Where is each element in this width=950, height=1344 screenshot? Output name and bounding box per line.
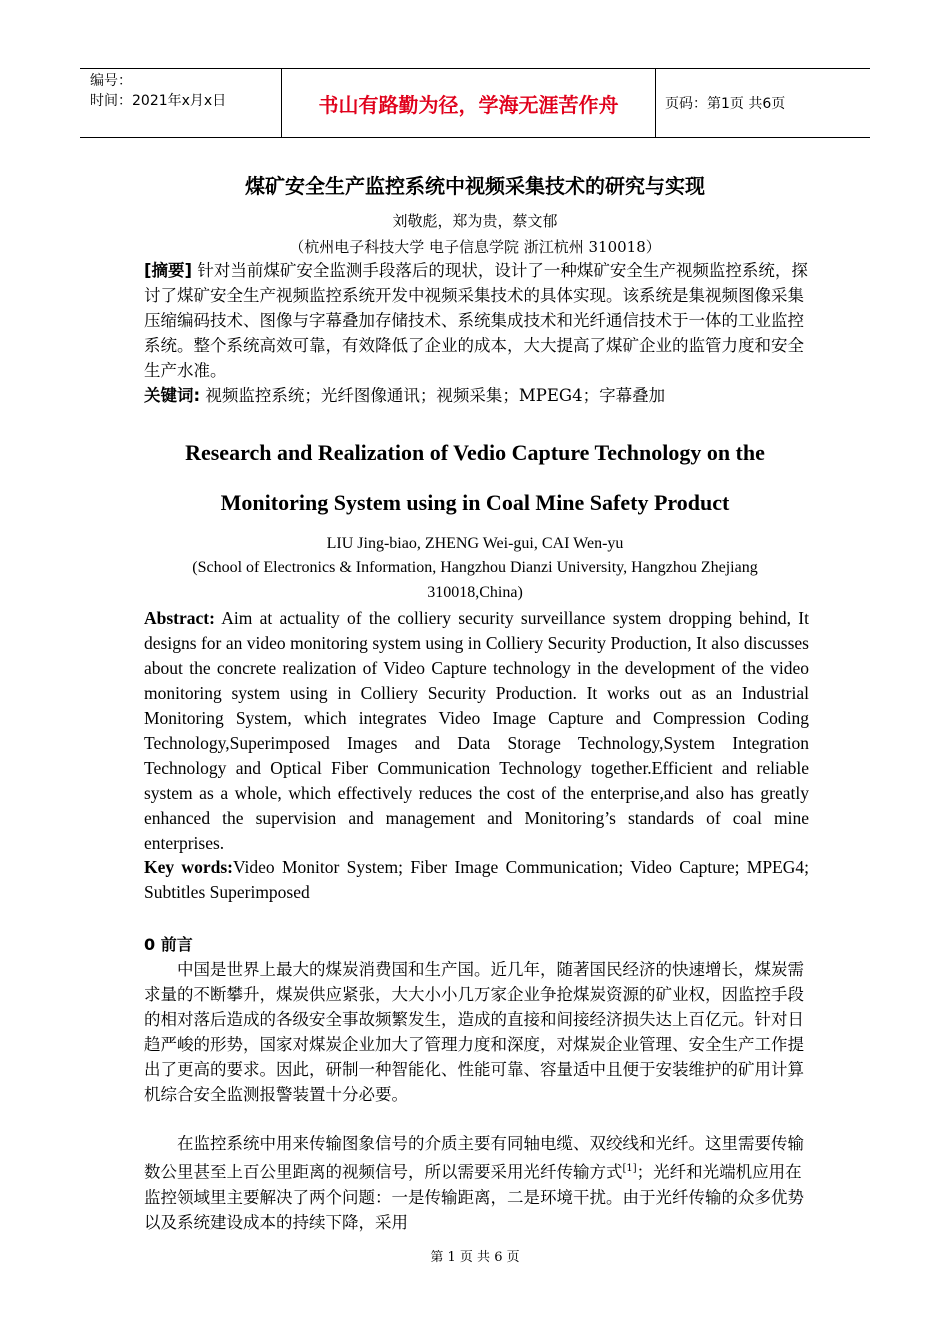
header-motto: 书山有路勤为径，学海无涯苦作舟: [282, 69, 656, 137]
header-number-label: 编号：: [90, 73, 132, 89]
authors-cn: 刘敬彪，郑为贵，蔡文郁: [392, 212, 558, 230]
paragraph-2-text-b: ；光纤和光端机应用在监控领域里主要解决了两个问题：一是传输距离，二是环境干扰。由于光纤传输的众多优势以及系统建设成本的持续下降，采用: [144, 1162, 804, 1232]
abstract-en: [144, 606, 809, 856]
keywords-en: [144, 855, 809, 905]
paper-title-en-line2: Monitoring System using in Coal Mine Safety Product: [220, 490, 730, 515]
paragraph-2-text-a: 在监控系统中用来传输图象信号的介质主要有同轴电缆、双绞线和光纤。这里需要传输数公里甚至上百公里距离的视频信号，所以需要采用光纤传输方式: [144, 1134, 804, 1182]
affiliation-en-line1: (School of Electronics & Information, Hangzhou Dianzi University, Hangzhou Zhejiang: [192, 559, 758, 576]
citation-ref[interactable]: [1]: [622, 1163, 637, 1174]
keywords-text-en: Video Monitor System; Fiber Image Communication; Video Capture; MPEG4; Subtitles Superimposed: [144, 857, 809, 902]
paper-title-cn: 煤矿安全生产监控系统中视频采集技术的研究与实现: [245, 174, 705, 198]
paper-title-en-line1: Research and Realization of Vedio Capture Technology on the: [185, 440, 765, 465]
keywords-text-cn: 视频监控系统；光纤图像通讯；视频采集；MPEG4；字幕叠加: [205, 386, 666, 405]
header-meta: [80, 69, 282, 137]
page-footer: 第 1 页 共 6 页: [430, 1250, 520, 1265]
header-time-label: 时间：2021年x月x日: [90, 93, 227, 109]
abstract-text-en: Aim at actuality of the colliery security surveillance system dropping behind, It designs for an video monitoring system using in Colliery Security Production, It also discusses about the concrete realization of Video Capture technology in the development of the video monitoring system using in Colliery Security Production. It works out as an Industrial Monitoring System, which integrates Video Image Capture and Compression Coding Technology,Superimposed Images and Data Storage Technology,System Integration Technology and Optical Fiber Communication Technology together.Efficient and reliable system as a whole, which effectively reduces the cost of the enterprise,and also has greatly enhanced the supervision and management and Monitoring’s standards of coal mine enterprises.: [144, 608, 809, 853]
abstract-label-cn: [摘要]: [144, 261, 193, 280]
header-page-info: 页码：第1页 共6页: [665, 96, 786, 112]
abstract-text-cn: 针对当前煤矿安全监测手段落后的现状，设计了一种煤矿安全生产视频监控系统，探讨了煤矿安全生产视频监控系统开发中视频采集技术的具体实现。该系统是集视频图像采集压缩编码技术、图像与字幕叠加存储技术、系统集成技术和光纤通信技术于一体的工业监控系统。整个系统高效可靠，有效降低了企业的成本，大大提高了煤矿企业的监管力度和安全生产水准。: [144, 261, 808, 380]
abstract-label-en: Abstract:: [144, 608, 215, 628]
section-0-paragraph-1: 中国是世界上最大的煤炭消费国和生产国。近几年，随著国民经济的快速增长，煤炭需求量的不断攀升，煤炭供应紧张，大大小小几万家企业争抢煤炭资源的矿业权，因监控手段的相对落后造成的各级安全事故频繁发生，造成的直接和间接经济损失达上百亿元。针对日趋严峻的形势，国家对煤炭企业加大了管理力度和深度，对煤炭企业管理、安全生产工作提出了更高的要求。因此，研制一种智能化、性能可靠、容量适中且便于安装维护的矿用计算机综合安全监测报警装置十分必要。: [144, 960, 804, 1104]
authors-en: LIU Jing-biao, ZHENG Wei-gui, CAI Wen-yu: [326, 535, 624, 552]
keywords-label-en: Key words:: [144, 857, 233, 877]
section-0-paragraph-2: [144, 1131, 809, 1235]
affiliation-cn: （杭州电子科技大学 电子信息学院 浙江杭州 310018）: [289, 238, 661, 256]
keywords-label-cn: 关键词:: [144, 386, 201, 405]
abstract-cn: [144, 258, 809, 383]
section-0-title: 0 前言: [144, 935, 193, 954]
keywords-cn: [144, 383, 809, 408]
affiliation-en-line2: 310018,China): [427, 584, 523, 601]
page-header: [80, 68, 870, 138]
